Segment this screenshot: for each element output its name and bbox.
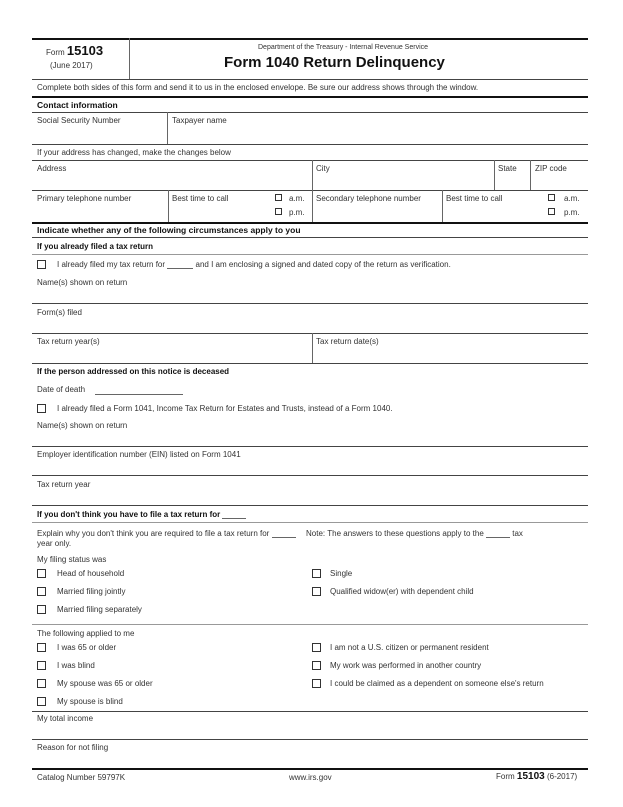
circumstances-rule — [32, 237, 588, 238]
tax-dates-field[interactable] — [314, 347, 586, 361]
age-65-label: I was 65 or older — [57, 643, 117, 652]
spouse-blind-label: My spouse is blind — [57, 697, 123, 706]
not-citizen-label: I am not a U.S. citizen or permanent resident — [330, 643, 489, 652]
not-required-heading-text: If you don't think you have to file a tax return for — [37, 510, 221, 519]
website: www.irs.gov — [289, 773, 332, 782]
primary-phone-label: Primary telephone number — [37, 194, 132, 203]
married-separately-label: Married filing separately — [57, 605, 142, 614]
form-date: (June 2017) — [50, 61, 93, 70]
footer-form-label — [496, 771, 577, 782]
deceased-tax-year-label: Tax return year — [37, 480, 91, 489]
header-divider — [129, 38, 130, 80]
spouse-65-checkbox[interactable] — [37, 679, 46, 688]
am-checkbox[interactable] — [275, 194, 282, 201]
form-word: Form — [46, 48, 65, 57]
circumstances-top-rule — [32, 222, 588, 224]
not-required-year-field[interactable] — [222, 518, 246, 519]
phone-top-rule — [32, 190, 588, 191]
address-label: Address — [37, 164, 67, 173]
dependent-label: I could be claimed as a dependent on someone else's return — [330, 679, 544, 688]
not-citizen-checkbox[interactable] — [312, 643, 321, 652]
tax-years-field[interactable] — [34, 347, 308, 361]
filed-heading: If you already filed a tax return — [37, 242, 154, 251]
qualified-widow-label: Qualified widow(er) with dependent child — [330, 587, 474, 596]
spouse-65-label: My spouse was 65 or older — [57, 679, 153, 688]
date-of-death-label: Date of death — [37, 385, 86, 394]
catalog-number: Catalog Number 59797K — [37, 773, 126, 782]
work-abroad-label: My work was performed in another country — [330, 661, 482, 670]
footer-form-date: (6-2017) — [546, 772, 578, 781]
phone-divider-2 — [312, 190, 313, 222]
total-income-field[interactable] — [34, 724, 586, 738]
address-change-note: If your address has changed, make the changes below — [37, 148, 231, 157]
address-top-rule — [32, 160, 588, 161]
form1041-checkbox[interactable] — [37, 404, 46, 413]
zip-field[interactable] — [532, 174, 586, 188]
footer-rule — [32, 768, 588, 770]
address-divider — [312, 160, 313, 190]
ssn-field[interactable] — [34, 126, 164, 142]
married-jointly-checkbox[interactable] — [37, 587, 46, 596]
secondary-phone-field[interactable] — [314, 204, 440, 218]
am-checkbox-2[interactable] — [548, 194, 555, 201]
explain-year-field-2[interactable] — [486, 537, 510, 538]
single-checkbox[interactable] — [312, 569, 321, 578]
forms-filed-rule — [32, 333, 588, 334]
forms-filed-label: Form(s) filed — [37, 308, 82, 317]
qualified-widow-checkbox[interactable] — [312, 587, 321, 596]
contact-top-rule — [32, 96, 588, 98]
total-income-rule — [32, 739, 588, 740]
already-filed-checkbox[interactable] — [37, 260, 46, 269]
deceased-names-rule — [32, 446, 588, 447]
primary-phone-field[interactable] — [34, 204, 166, 218]
not-required-heading — [37, 510, 246, 519]
explain-year-field[interactable] — [272, 537, 296, 538]
form-label — [46, 43, 103, 58]
am-label-2: a.m. — [564, 194, 580, 203]
total-income-top-rule — [32, 711, 588, 712]
phone-divider-3 — [442, 190, 443, 222]
head-of-household-label: Head of household — [57, 569, 125, 578]
secondary-phone-label: Secondary telephone number — [316, 194, 421, 203]
dependent-checkbox[interactable] — [312, 679, 321, 688]
explain-text-1: Explain why you don't think you are required to file a tax return for — [37, 529, 270, 538]
contact-rule — [32, 112, 588, 113]
form-number: 15103 — [66, 43, 104, 58]
already-filed-text-after: and I am enclosing a signed and dated copy of the return as verification. — [195, 260, 451, 269]
explain-text — [37, 529, 523, 538]
page-title: Form 1040 Return Delinquency — [224, 54, 445, 71]
tax-years-divider — [312, 333, 313, 363]
am-label: a.m. — [289, 194, 305, 203]
blind-checkbox[interactable] — [37, 661, 46, 670]
reason-field[interactable] — [34, 753, 586, 767]
explain-text-3: tax — [512, 529, 523, 538]
already-filed-year-field[interactable] — [167, 268, 193, 269]
explain-text-2: Note: The answers to these questions apply to the — [306, 529, 484, 538]
city-label: City — [316, 164, 330, 173]
filed-names-label: Name(s) shown on return — [37, 278, 128, 287]
tax-years-label: Tax return year(s) — [37, 337, 100, 346]
age-65-checkbox[interactable] — [37, 643, 46, 652]
circumstances-heading: Indicate whether any of the following circumstances apply to you — [37, 225, 301, 235]
explain-text-4: year only. — [37, 539, 72, 548]
applied-top-rule — [32, 624, 588, 625]
following-applied-label: The following applied to me — [37, 629, 135, 638]
city-field[interactable] — [314, 174, 492, 188]
blind-label: I was blind — [57, 661, 95, 670]
tax-dates-label: Tax return date(s) — [316, 337, 379, 346]
deceased-names-label: Name(s) shown on return — [37, 421, 128, 430]
best-time-label-2: Best time to call — [446, 194, 503, 203]
work-abroad-checkbox[interactable] — [312, 661, 321, 670]
header-bottom-rule — [32, 79, 588, 80]
ein-label: Employer identification number (EIN) listed on Form 1041 — [37, 450, 241, 459]
city-divider — [494, 160, 495, 190]
filed-rule — [32, 254, 588, 255]
already-filed-text-before: I already filed my tax return for — [57, 260, 166, 269]
form1041-text: I already filed a Form 1041, Income Tax Return for Estates and Trusts, instead of a Form 1040. — [57, 404, 393, 413]
not-required-rule — [32, 522, 588, 523]
state-divider — [530, 160, 531, 190]
pm-label: p.m. — [289, 208, 305, 217]
pm-checkbox-2[interactable] — [548, 208, 555, 215]
already-filed-text — [57, 260, 451, 269]
top-rule — [32, 38, 588, 40]
zip-label: ZIP code — [535, 164, 567, 173]
ein-rule — [32, 475, 588, 476]
spouse-blind-checkbox[interactable] — [37, 697, 46, 706]
pm-label-2: p.m. — [564, 208, 580, 217]
filing-status-label: My filing status was — [37, 555, 107, 564]
forms-filed-field[interactable] — [34, 318, 586, 332]
filed-names-rule — [32, 303, 588, 304]
single-label: Single — [330, 569, 353, 578]
reason-label: Reason for not filing — [37, 743, 109, 752]
contact-heading: Contact information — [37, 100, 118, 110]
state-field[interactable] — [496, 174, 528, 188]
total-income-label: My total income — [37, 714, 94, 723]
deceased-names-field[interactable] — [34, 431, 586, 445]
ssn-divider — [167, 112, 168, 144]
ein-field[interactable] — [34, 460, 586, 474]
state-label: State — [498, 164, 517, 173]
filed-names-field[interactable] — [34, 288, 586, 302]
ssn-label: Social Security Number — [37, 116, 121, 125]
phone-divider-1 — [168, 190, 169, 222]
address-field[interactable] — [34, 174, 310, 188]
agency-name: Department of the Treasury - Internal Revenue Service — [258, 44, 429, 51]
footer-form-number: 15103 — [516, 771, 545, 782]
deceased-tax-year-rule — [32, 505, 588, 506]
instructions-text: Complete both sides of this form and send it to us in the enclosed envelope. Be sure our address shows through the window. — [37, 83, 479, 92]
deceased-heading: If the person addressed on this notice is deceased — [37, 367, 230, 376]
contact-rule-2 — [32, 144, 588, 145]
head-of-household-checkbox[interactable] — [37, 569, 46, 578]
best-time-label: Best time to call — [172, 194, 229, 203]
tax-years-rule — [32, 363, 588, 364]
married-separately-checkbox[interactable] — [37, 605, 46, 614]
married-jointly-label: Married filing jointly — [57, 587, 126, 596]
footer-form-word: Form — [496, 772, 515, 781]
date-of-death-field[interactable] — [95, 394, 183, 395]
deceased-tax-year-field[interactable] — [34, 490, 586, 504]
pm-checkbox[interactable] — [275, 208, 282, 215]
taxpayer-name-label: Taxpayer name — [172, 116, 227, 125]
taxpayer-name-field[interactable] — [170, 126, 586, 142]
